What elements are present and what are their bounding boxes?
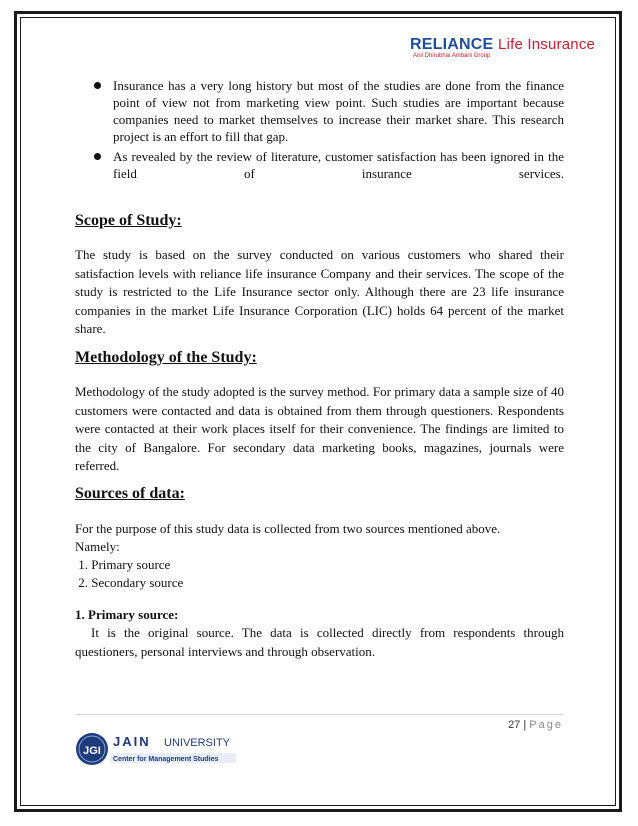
bullet-item: Insurance has a very long history but most of the studies are done from the finance point of view not from marketing view point. Such studies are important because companies need to market themselves to increase their market share. This research project is an effort to fill that gap. xyxy=(94,77,564,145)
page-number xyxy=(508,719,563,731)
methodology-body: Methodology of the study adopted is the survey method. For primary data a sample size of 40 customers were contacted and data is obtained from them through questioners. Respondents were contacted at their work places itself for their convenience. The findings are limited to the city of Bangalore. For secondary data marketing books, magazines, journals were referred. xyxy=(75,384,564,473)
logo-name: JAIN xyxy=(113,734,151,749)
reliance-logo xyxy=(410,36,595,59)
sources-item: 2. Secondary source xyxy=(75,575,184,590)
sources-heading: Sources of data: xyxy=(75,485,185,502)
scope-heading: Scope of Study: xyxy=(75,212,182,229)
jain-university-logo xyxy=(74,731,239,767)
primary-source-heading: 1. Primary source: xyxy=(75,607,179,622)
page-number-separator: | xyxy=(523,719,527,731)
brand-tail: Life Insurance xyxy=(498,36,596,53)
footer-divider xyxy=(75,714,564,715)
methodology-heading: Methodology of the Study: xyxy=(75,349,257,366)
sources-intro: For the purpose of this study data is collected from two sources mentioned above. xyxy=(75,521,501,536)
primary-source-body: It is the original source. The data is collected directly from respondents through questioners, personal interviews and through observation. xyxy=(75,625,564,659)
bullet-item: As revealed by the review of literature, customer satisfaction has been ignored in the field of insurance services. xyxy=(94,148,564,182)
brand-main: RELIANCE xyxy=(410,36,494,53)
scope-body: The study is based on the survey conducted on various customers who shared their satisfaction levels with reliance life insurance Company and their services. The scope of the study is restricted to the Life Insurance sector only. Although there are 23 life insurance companies in the market Life Insurance Corporation (LIC) holds 64 percent of the market share. xyxy=(75,247,564,336)
logo-name-tail: UNIVERSITY xyxy=(164,737,231,749)
brand-sub: Anil Dhirubhai Ambani Group xyxy=(413,53,491,59)
logo-mark: JGI xyxy=(83,745,101,757)
page-number-value: 27 xyxy=(508,719,521,731)
sources-item: 1. Primary source xyxy=(75,557,171,572)
page-label: Page xyxy=(529,719,563,731)
sources-namely: Namely: xyxy=(75,539,120,554)
bullet-list xyxy=(94,77,564,185)
logo-sub: Center for Management Studies xyxy=(113,756,219,763)
